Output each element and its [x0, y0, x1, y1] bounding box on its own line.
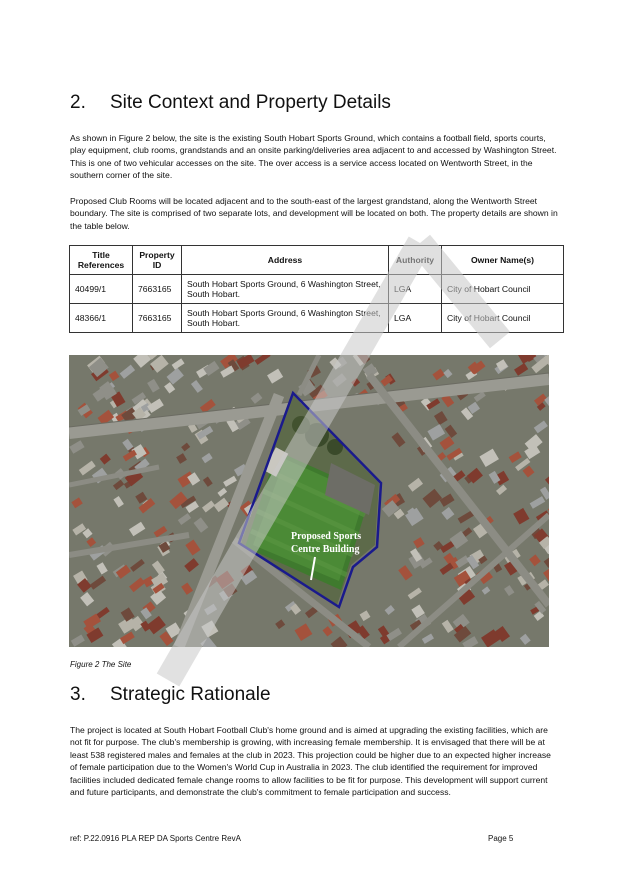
header-owner-names: Owner Name(s) [442, 246, 564, 275]
cell-owner: City of Hobart Council [442, 304, 564, 333]
section-2-title: Site Context and Property Details [110, 92, 391, 113]
site-context-paragraph-1: As shown in Figure 2 below, the site is the existing South Hobart Sports Ground, which contains a football field, sports courts, play equipment, club rooms, grandstands and an onsite parking/deliveries area adjacent to and accessed by Washington Street. This is one of two vehicular accesses on the site. The over access is a service access located on Wentworth Street, in the southern corner of the site. [70, 133, 557, 181]
cell-property-id: 7663165 [133, 275, 182, 304]
property-details-table [69, 245, 564, 333]
section-3-heading [70, 684, 271, 706]
footer-reference: ref: P.22.0916 PLA REP DA Sports Centre RevA [70, 834, 241, 843]
cell-authority: LGA [389, 275, 442, 304]
cell-title-reference: 48366/1 [70, 304, 133, 333]
cell-address: South Hobart Sports Ground, 6 Washington Street, South Hobart. [182, 275, 389, 304]
footer-page-number: Page 5 [488, 834, 514, 843]
header-authority: Authority [389, 246, 442, 275]
section-3-title: Strategic Rationale [110, 684, 271, 705]
site-aerial-map [69, 355, 549, 647]
aerial-photo [69, 355, 549, 647]
cell-property-id: 7663165 [133, 304, 182, 333]
table-row [70, 304, 564, 333]
section-2-heading [70, 92, 391, 114]
header-property-id: Property ID [133, 246, 182, 275]
cell-owner: City of Hobart Council [442, 275, 564, 304]
section-3-number: 3. [70, 684, 86, 705]
cell-title-reference: 40499/1 [70, 275, 133, 304]
map-annotation-line-1: Proposed Sports [291, 531, 362, 542]
section-2-number: 2. [70, 92, 86, 113]
strategic-rationale-paragraph: The project is located at South Hobart Football Club's home ground and is aimed at upgrading the existing facilities, which are not fit for purpose. The club's membership is growing, with increasing female membership. It is envisaged that there will be at least 538 registered males and females at the club in 2023. This projection could be higher due to an expected higher increase of female participation due to the Women's World Cup in Australia in 2023. The club identified the requirement for improved facilities included dedicated female change rooms to allow facilities to be fit for purpose. This development will support current and future participants, and demonstrate the club's commitment to female participation and success. [70, 725, 551, 798]
map-annotation-line-2: Centre Building [291, 544, 360, 555]
figure-caption: Figure 2 The Site [70, 660, 132, 669]
header-title-references: Title References [70, 246, 133, 275]
table-header-row [70, 246, 564, 275]
cell-address: South Hobart Sports Ground, 6 Washington Street, South Hobart. [182, 304, 389, 333]
header-address: Address [182, 246, 389, 275]
site-context-paragraph-2: Proposed Club Rooms will be located adjacent and to the south-east of the largest grandstand, along the Wentworth Street boundary. The site is comprised of two separate lots, and development will be located on both. The property details are shown in the table below. [70, 196, 558, 231]
cell-authority: LGA [389, 304, 442, 333]
table-row [70, 275, 564, 304]
